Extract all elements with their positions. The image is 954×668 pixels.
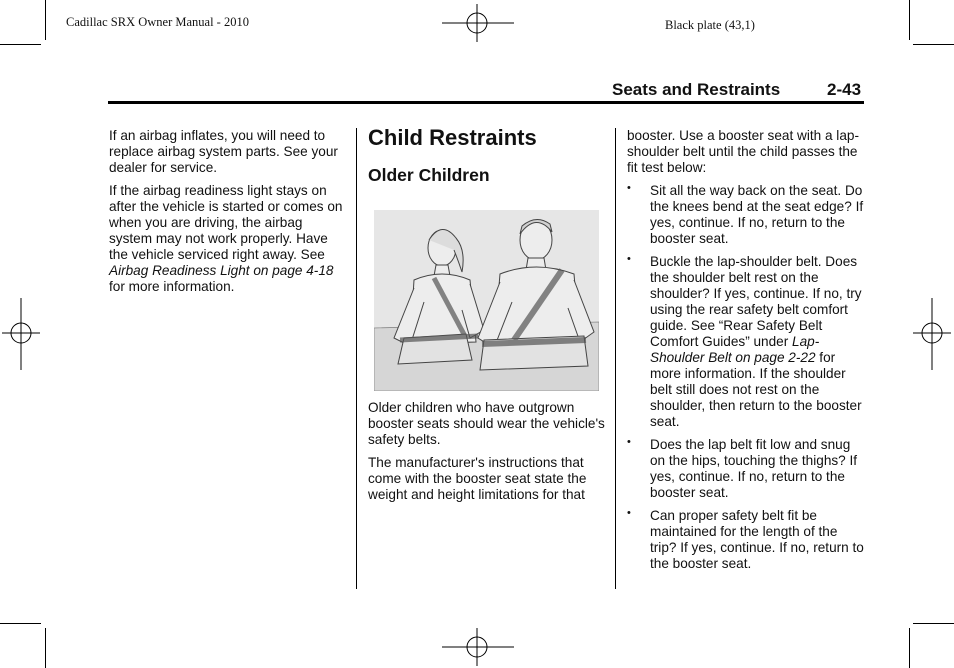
- header-rule: [108, 101, 864, 104]
- bullet-icon: •: [627, 253, 631, 265]
- crop-mark: [45, 628, 46, 668]
- section-subtitle: Older Children: [368, 165, 490, 185]
- crop-mark: [0, 623, 41, 624]
- crop-mark: [45, 0, 46, 40]
- paragraph-text: If the airbag readiness light stays on after the vehicle is started or comes on when you are driving, the airbag system may not work properly. Have the vehicle serviced right away. See: [109, 183, 343, 262]
- paragraph: Older children who have outgrown booster seats should wear the vehicle's safety belts.: [368, 400, 605, 447]
- paragraph-text: for more information.: [109, 279, 235, 294]
- bullet-icon: •: [627, 507, 631, 519]
- bullet-icon: •: [627, 182, 631, 194]
- left-column: [109, 128, 349, 302]
- crop-mark: [909, 0, 910, 40]
- paragraph: If an airbag inflates, you will need to replace airbag system parts. See your dealer for service.: [109, 128, 338, 175]
- column-divider: [356, 128, 357, 589]
- fit-test-list: [627, 183, 865, 572]
- crop-mark: [913, 623, 954, 624]
- registration-mark-icon: [913, 298, 951, 370]
- list-item: [627, 183, 865, 247]
- list-item-text: Can proper safety belt fit be maintained for the length of the trip? If yes, continue. If no, return to the booster seat.: [650, 508, 864, 571]
- crop-mark: [0, 44, 41, 45]
- paragraph: The manufacturer's instructions that come with the booster seat state the weight and height limitations for that: [368, 455, 587, 502]
- plate-label: Black plate (43,1): [665, 18, 755, 32]
- older-children-illustration: [374, 210, 599, 391]
- section-title: Seats and Restraints: [612, 80, 781, 99]
- registration-mark-icon: [2, 298, 40, 370]
- list-item-text: Does the lap belt fit low and snug on the hips, touching the thighs? If yes, continue. If no, return to the booster seat.: [650, 437, 858, 500]
- middle-column: [368, 400, 608, 510]
- list-item: [627, 254, 865, 430]
- list-item-text: Buckle the lap-shoulder belt. Does the shoulder belt rest on the shoulder? If yes, continue. If no, try using the rear safety belt comfort guide. See “Rear Safety Belt Comfort Guides” under: [650, 254, 862, 349]
- registration-mark-icon: [442, 628, 514, 666]
- column-divider: [615, 128, 616, 589]
- crop-mark: [909, 628, 910, 668]
- paragraph: [109, 183, 349, 295]
- page-number: 2-43: [827, 80, 862, 99]
- list-item: [627, 508, 865, 572]
- manual-title: Cadillac SRX Owner Manual - 2010: [66, 15, 249, 29]
- list-item: [627, 437, 865, 501]
- list-item-text: Sit all the way back on the seat. Do the knees bend at the seat edge? If yes, continue. If no, return to the booster seat.: [650, 183, 864, 246]
- chapter-title: Child Restraints: [368, 125, 537, 150]
- list-item-text: for more information. If the shoulder belt still does not rest on the shoulder, then return to the booster seat.: [650, 350, 862, 429]
- crop-mark: [913, 44, 954, 45]
- right-column: [627, 128, 865, 579]
- cross-reference-link[interactable]: Lap-Shoulder Belt on page 2-22: [650, 334, 820, 365]
- bullet-icon: •: [627, 436, 631, 448]
- paragraph: booster. Use a booster seat with a lap-shoulder belt until the child passes the fit test below:: [627, 128, 859, 175]
- cross-reference-link[interactable]: Airbag Readiness Light on page 4-18: [109, 263, 334, 278]
- registration-mark-icon: [442, 4, 514, 42]
